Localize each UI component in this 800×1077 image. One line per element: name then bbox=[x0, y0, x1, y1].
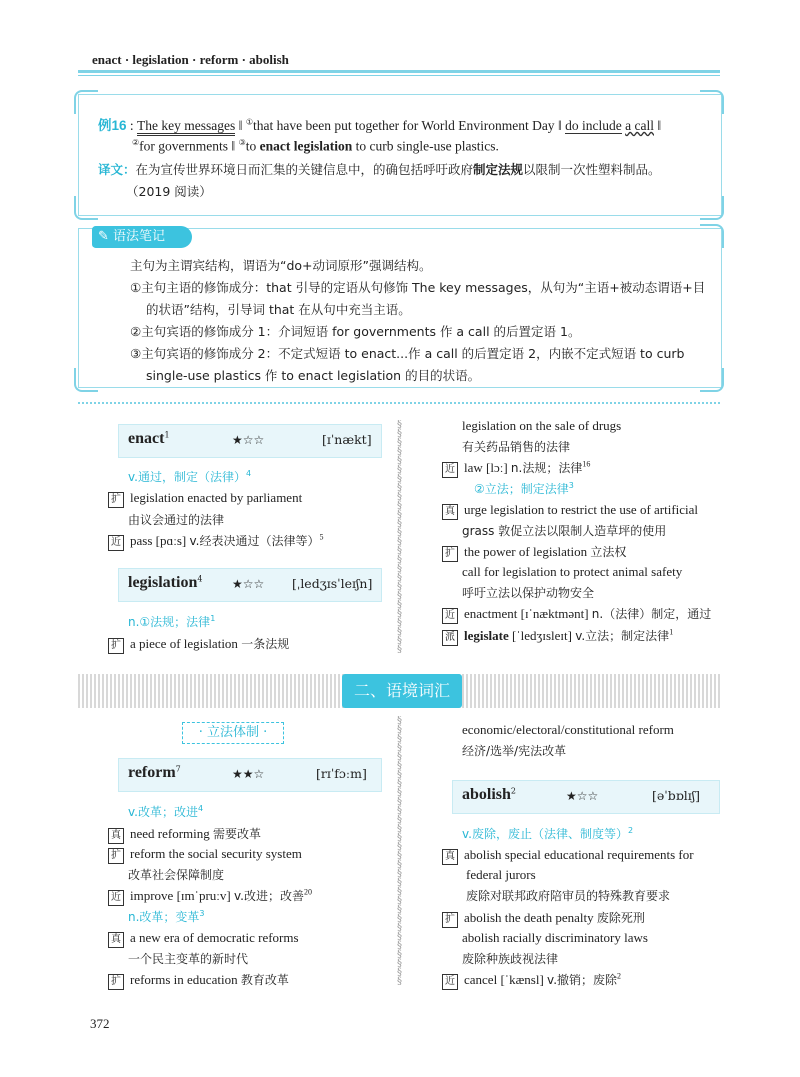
phonetic: [ɪˈnækt] bbox=[322, 432, 372, 447]
running-header: enact · legislation · reform · abolish bbox=[92, 52, 289, 67]
pen-icon: ✎ bbox=[98, 229, 109, 244]
entry-translation: 废除对联邦政府陪审员的特殊教育要求 bbox=[466, 889, 671, 903]
example-sentence-line1: 例16 : The key messages ‖ ①that have been put together for World Environment Day ‖ do include a call ‖ bbox=[98, 114, 661, 134]
real-exam-entry: 真 abolish special educational requirements for bbox=[442, 847, 694, 865]
marker: ③ bbox=[238, 138, 246, 147]
synonym-entry: 近 enactment [ɪˈnæktmənt] n.（法律）制定，通过 bbox=[442, 605, 711, 624]
source-note: （2019 阅读） bbox=[126, 184, 212, 199]
real-exam-entry: 真 need reforming 需要改革 bbox=[108, 825, 261, 844]
extension-icon: 扩 bbox=[442, 912, 458, 928]
entry-continuation: federal jurors bbox=[466, 867, 536, 882]
synonym-icon: 近 bbox=[442, 608, 458, 624]
headword: enact$^1$ bbox=[128, 430, 170, 447]
entry-continuation: economic/electoral/constitutional reform bbox=[462, 722, 674, 737]
extension-entry: abolish racially discriminatory laws bbox=[462, 930, 648, 945]
synonym-icon: 近 bbox=[442, 462, 458, 478]
corner-ornament bbox=[74, 368, 98, 392]
infinitive-to: to bbox=[245, 138, 260, 154]
separator: ‖ bbox=[557, 118, 562, 133]
definition: v.通过，制定（法律）$^4$ bbox=[128, 469, 252, 484]
synonym-entry: 近 law [lɔː] n.法规；法律$^{16}$ bbox=[442, 459, 590, 478]
keyword-phrase: enact legislation bbox=[259, 138, 353, 154]
synonym-entry: 近 pass [pɑːs] v.经表决通过（法律等）$^5$ bbox=[108, 532, 324, 551]
translation-keyword: 制定法规 bbox=[473, 162, 524, 177]
translation-label: 译文： bbox=[98, 162, 136, 177]
header-rule bbox=[78, 70, 720, 73]
note-line: ③主句宾语的修饰成分 2：不定式短语 to enact...作 a call 的后置定语 2，内嵌不定式短语 to curb bbox=[130, 346, 685, 361]
prep-phrase: for governments bbox=[139, 138, 229, 154]
real-exam-entry: 真 a new era of democratic reforms bbox=[108, 930, 299, 948]
entry-translation: 经济/选举/宪法改革 bbox=[462, 744, 567, 758]
extension-entry: call for legislation to protect animal safety bbox=[462, 564, 683, 579]
synonym-icon: 近 bbox=[108, 890, 124, 906]
real-exam-icon: 真 bbox=[442, 849, 458, 865]
sentence-object: a call bbox=[625, 118, 654, 133]
translation-text: 以限制一次性塑料制品。 bbox=[523, 162, 661, 177]
phonetic: [ˌledʒɪsˈleɪʃn] bbox=[292, 576, 373, 591]
derivative-entry: 派 legislate [ˈledʒɪsleɪt] v.立法；制定法律$^1$ bbox=[442, 627, 673, 646]
real-exam-icon: 真 bbox=[108, 932, 124, 948]
frequency-stars: ★☆☆ bbox=[566, 789, 599, 803]
sentence-rest: to curb single-use plastics. bbox=[352, 138, 499, 154]
header-rule-thin bbox=[78, 75, 720, 76]
extension-entry: 扩 reform the social security system bbox=[108, 846, 302, 864]
entry-translation: 改革社会保障制度 bbox=[128, 868, 225, 882]
entry-continuation: legislation on the sale of drugs bbox=[462, 418, 622, 433]
frequency-stars: ★★☆ bbox=[232, 767, 265, 781]
headword: abolish$^2$ bbox=[462, 786, 517, 803]
translation-text: 在为宣传世界环境日而汇集的关键信息中，的确包括呼吁政府 bbox=[135, 162, 474, 177]
marker: ② bbox=[132, 138, 140, 147]
extension-entry: 扩 abolish the death penalty 废除死刑 bbox=[442, 909, 645, 928]
headword: reform$^7$ bbox=[128, 764, 181, 781]
entry-translation: grass 敦促立法以限制人造草坪的使用 bbox=[462, 524, 667, 538]
definition: n.①法规；法律$^1$ bbox=[128, 614, 216, 629]
definition: v.改革；改进$^4$ bbox=[128, 804, 204, 819]
extension-entry: 扩 a piece of legislation 一条法规 bbox=[108, 635, 289, 654]
extension-entry: 扩 the power of legislation 立法权 bbox=[442, 543, 626, 562]
separator: ‖ bbox=[231, 138, 236, 154]
real-exam-icon: 真 bbox=[108, 828, 124, 844]
entry-translation: 呼吁立法以保护动物安全 bbox=[462, 586, 595, 600]
note-line: single-use plastics 作 to enact legislation 的目的状语。 bbox=[146, 368, 481, 383]
corner-ornament bbox=[700, 224, 724, 248]
relative-clause: that have been put together for World Environment Day bbox=[252, 118, 555, 133]
translation-line bbox=[98, 160, 661, 178]
corner-ornament bbox=[700, 90, 724, 114]
marker: ① bbox=[245, 117, 253, 127]
corner-ornament bbox=[700, 196, 724, 220]
entry-translation: 一个民主变革的新时代 bbox=[128, 952, 249, 966]
extension-icon: 扩 bbox=[108, 492, 124, 508]
note-line: ②主句宾语的修饰成分 1：介词短语 for governments 作 a call 的后置定语 1。 bbox=[130, 324, 581, 339]
real-exam-icon: 真 bbox=[442, 504, 458, 520]
grammar-notes-tag bbox=[92, 226, 192, 248]
derivative-icon: 派 bbox=[442, 630, 458, 646]
synonym-entry: 近 cancel [ˈkænsl] v.撤销；废除$^2$ bbox=[442, 971, 621, 990]
phonetic: [əˈbɒlɪʃ] bbox=[652, 788, 700, 803]
definition: n.改革；变革$^3$ bbox=[128, 909, 205, 924]
extension-entry: 扩 reforms in education 教育改革 bbox=[108, 971, 289, 990]
section-title: 二、语境词汇 bbox=[342, 674, 462, 708]
extension-entry: 扩 legislation enacted by parliament bbox=[108, 490, 302, 508]
extension-icon: 扩 bbox=[108, 638, 124, 654]
entry-translation: 废除种族歧视法律 bbox=[462, 952, 559, 966]
note-line: ①主句主语的修饰成分：that 引导的定语从句修饰 The key messages，从句为“主语+被动态谓语+目 bbox=[130, 280, 706, 295]
synonym-icon: 近 bbox=[108, 535, 124, 551]
sentence-subject: The key messages bbox=[137, 118, 235, 136]
corner-ornament bbox=[74, 196, 98, 220]
corner-ornament bbox=[74, 90, 98, 114]
extension-icon: 扩 bbox=[108, 848, 124, 864]
separator: ‖ bbox=[657, 118, 662, 133]
frequency-stars: ★☆☆ bbox=[232, 433, 265, 447]
page-number: 372 bbox=[90, 1016, 110, 1031]
theme-label: · 立法体制 · bbox=[182, 722, 284, 744]
real-exam-entry: 真 urge legislation to restrict the use of artificial bbox=[442, 502, 698, 520]
note-line: 主句为主谓宾结构，谓语为“do+动词原形”强调结构。 bbox=[130, 258, 432, 273]
phonetic: [rɪˈfɔːm] bbox=[316, 766, 367, 781]
extension-icon: 扩 bbox=[442, 546, 458, 562]
sentence-predicate: do include bbox=[565, 118, 622, 133]
synonym-icon: 近 bbox=[442, 974, 458, 990]
column-divider: § § § § § § § § § § § § § § § § § § § § § § § § § § bbox=[397, 420, 402, 655]
note-line: 的状语”结构，引导词 that 在从句中充当主语。 bbox=[146, 302, 411, 317]
definition: v.废除，废止（法律、制度等）$^2$ bbox=[462, 826, 634, 841]
example-sentence-line2 bbox=[132, 138, 499, 155]
corner-ornament bbox=[700, 368, 724, 392]
definition: ②立法；制定法律$^3$ bbox=[474, 481, 574, 496]
example-label: 例16 bbox=[98, 118, 127, 133]
separator: ‖ bbox=[238, 118, 243, 133]
extension-icon: 扩 bbox=[108, 974, 124, 990]
frequency-stars: ★☆☆ bbox=[232, 577, 265, 591]
headword: legislation$^4$ bbox=[128, 574, 203, 591]
column-divider: § § § § § § § § § § § § § § § § § § § § § § § § § § § § § § bbox=[397, 716, 402, 987]
entry-translation: 有关药品销售的法律 bbox=[462, 440, 571, 454]
grammar-notes-title: 语法笔记 bbox=[113, 229, 166, 244]
entry-translation: 由议会通过的法律 bbox=[128, 513, 225, 527]
synonym-entry: 近 improve [ɪmˈpruːv] v.改进；改善$^{20}$ bbox=[108, 887, 312, 906]
dotted-divider bbox=[78, 402, 720, 404]
